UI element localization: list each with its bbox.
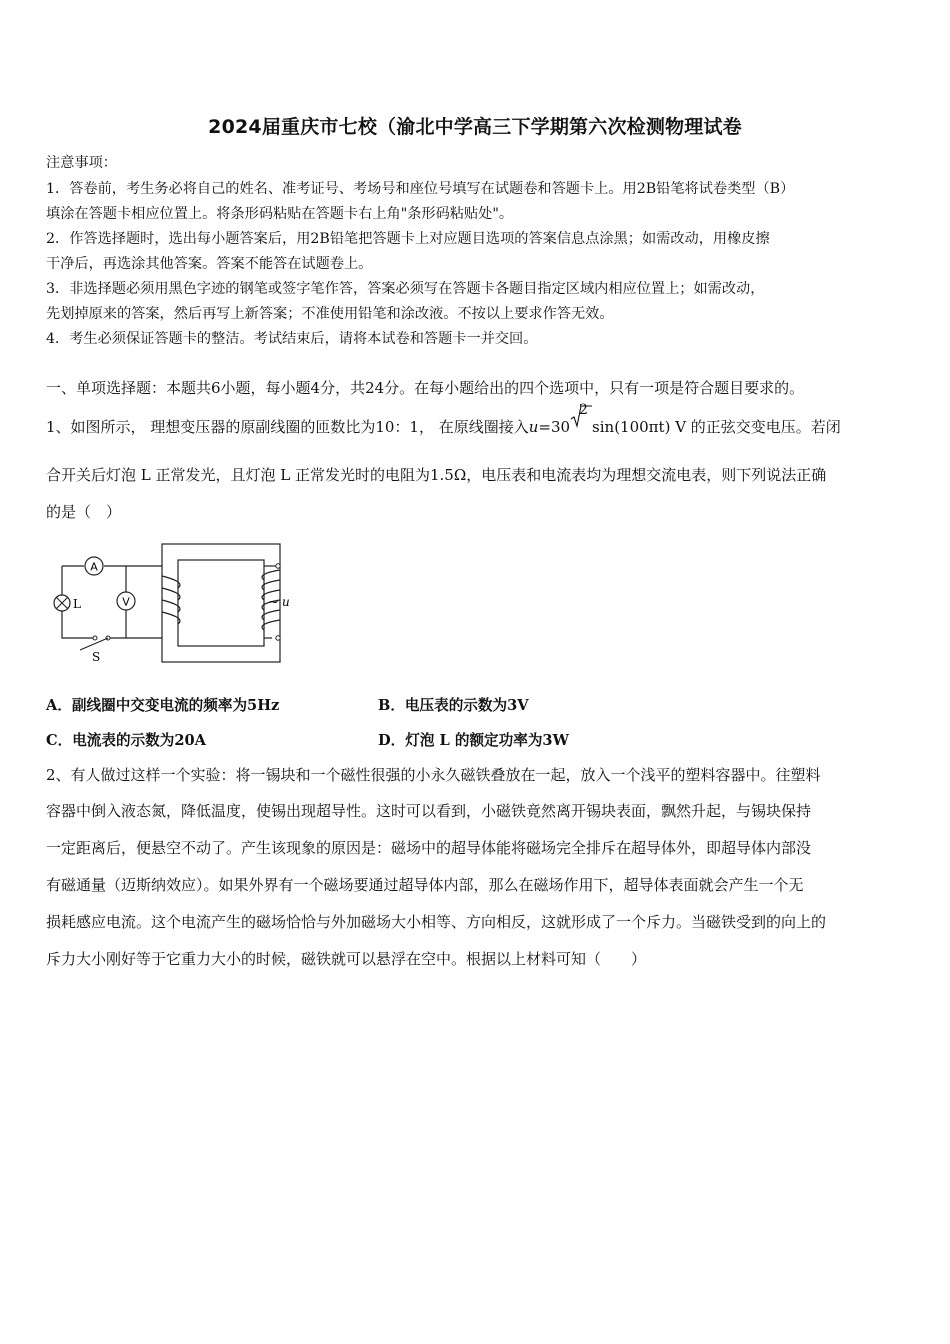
question-2-line: 斥力大小刚好等于它重力大小的时候，磁铁就可以悬浮在空中。根据以上材料可知（ ） [46, 950, 647, 968]
question-2-line: 一定距离后，便悬空不动了。产生该现象的原因是：磁场中的超导体能将磁场完全排斥在超导体外，即超导体内部没 [46, 839, 812, 857]
secondary-coil-icon [162, 576, 180, 624]
question-2-line: 2、有人做过这样一个实验：将一锡块和一个磁性很强的小永久磁铁叠放在一起，放入一个浅平的塑料容器中。往塑料 [46, 766, 821, 784]
notice-line: 干净后，再选涂其他答案。答案不能答在试题卷上。 [46, 256, 373, 272]
question-1-line-3: 的是（ ） [46, 503, 122, 521]
transformer-circuit-diagram [40, 540, 310, 670]
notice-line: 2．作答选择题时，选出每小题答案后，用2B铅笔把答题卡上对应题目选项的答案信息点涂黑；如需改动，用橡皮擦 [46, 231, 770, 247]
q1-equation: =30 [538, 418, 571, 436]
question-1-line-2: 合开关后灯泡 L 正常发光，且灯泡 L 正常发光时的电阻为1.5Ω，电压表和电流表均为理想交流电表，则下列说法正确 [46, 466, 827, 484]
question-2-line: 容器中倒入液态氮，降低温度，使锡出现超导性。这时可以看到，小磁铁竟然离开锡块表面，飘然升起，与锡块保持 [46, 802, 812, 820]
notice-line: 1．答卷前，考生务必将自己的姓名、准考证号、考场号和座位号填写在试题卷和答题卡上。用2B铅笔将试卷类型（B） [46, 181, 795, 197]
page-title: 2024届重庆市七校（渝北中学高三下学期第六次检测物理试卷 [208, 116, 742, 138]
q1-option-b: B．电压表的示数为3V [378, 697, 529, 714]
sqrt-symbol [570, 402, 592, 434]
question-2-line: 有磁通量（迈斯纳效应）。如果外界有一个磁场要通过超导体内部，那么在磁场作用下，超导体表面就会产生一个无 [46, 876, 804, 894]
notice-line: 填涂在答题卡相应位置上。将条形码粘贴在答题卡右上角"条形码粘贴处"。 [46, 206, 514, 222]
q1-text-post: sin(100πt) V 的正弦交变电压。若闭 [592, 418, 841, 436]
notice-line: 先划掉原来的答案，然后再写上新答案；不准使用铅笔和涂改液。不按以上要求作答无效。 [46, 306, 614, 322]
notice-line: 4．考生必须保证答题卡的整洁。考试结束后，请将本试卷和答题卡一并交回。 [46, 331, 538, 347]
notice-heading: 注意事项： [46, 155, 117, 171]
q1-option-c: C．电流表的示数为20A [46, 732, 206, 749]
q1-option-a: A．副线圈中交变电流的频率为5Hz [46, 697, 280, 714]
section-heading: 一、单项选择题：本题共6小题，每小题4分，共24分。在每小题给出的四个选项中，只有一项是符合题目要求的。 [46, 379, 805, 397]
ammeter-label: A [90, 560, 98, 574]
q1-option-d: D．灯泡 L 的额定功率为3W [378, 732, 569, 749]
voltmeter-label: V [122, 595, 130, 609]
question-2-line: 损耗感应电流。这个电流产生的磁场恰恰与外加磁场大小相等、方向相反，这就形成了一个斥力。当磁铁受到的向上的 [46, 913, 827, 931]
lamp-label: L [73, 597, 81, 611]
lamp-icon [54, 595, 70, 611]
switch-label: S [92, 650, 101, 664]
source-label: u [282, 595, 290, 609]
ac-source-symbol: ~ [268, 595, 279, 610]
q1-u-variable: u [528, 418, 539, 436]
question-1-line-1 [46, 402, 908, 437]
sqrt-argument: 2 [579, 402, 588, 418]
notice-line: 3．非选择题必须用黑色字迹的钢笔或签字笔作答，答案必须写在答题卡各题目指定区域内相应位置上；如需改动， [46, 281, 765, 297]
q1-text-pre: 1、如图所示， 理想变压器的原副线圈的匝数比为10：1， 在原线圈接入 [46, 418, 529, 436]
